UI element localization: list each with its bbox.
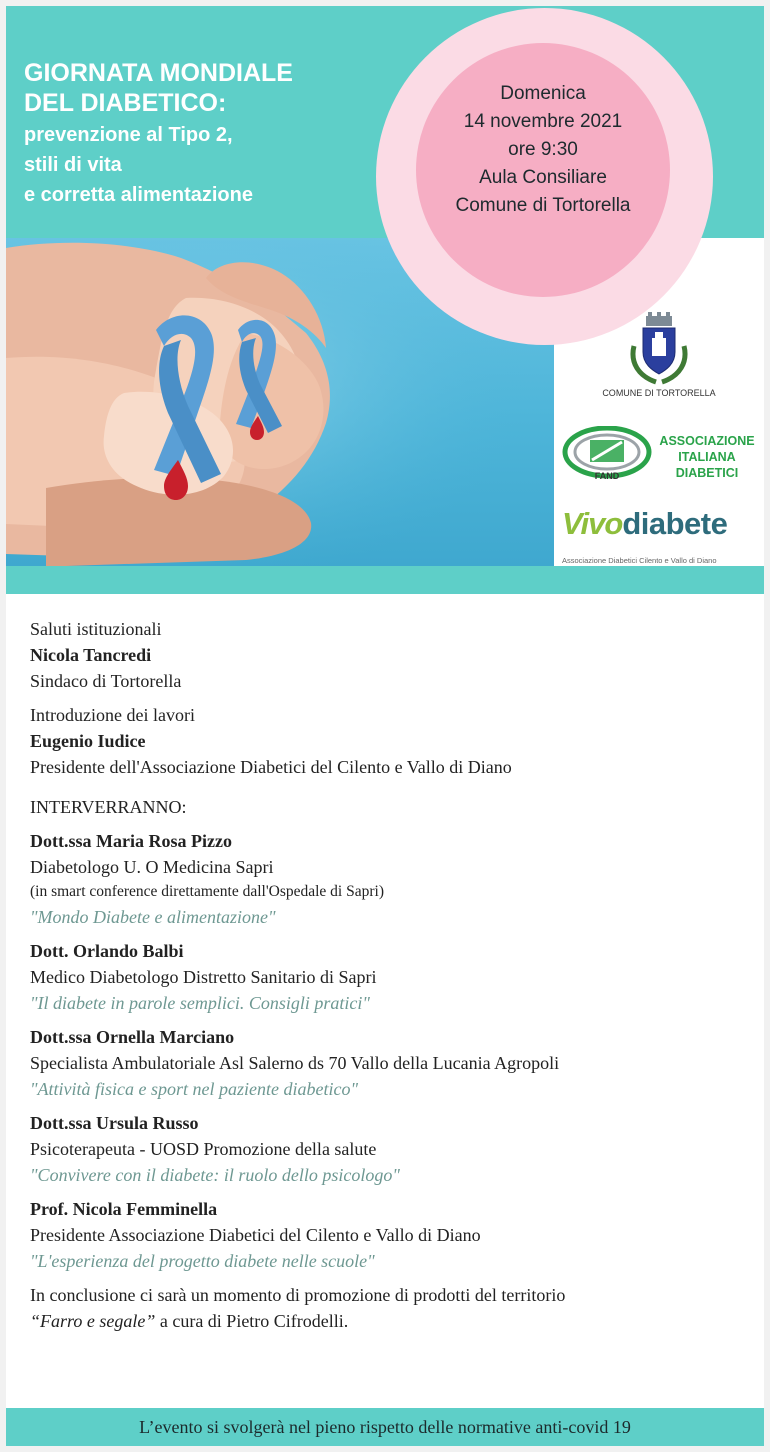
saluti-section: [30, 616, 750, 694]
aid-line-1: ASSOCIAZIONE: [659, 434, 755, 448]
speaker-topic: "Attività fisica e sport nel paziente diabetico": [30, 1079, 359, 1099]
speaker-item: [30, 1024, 750, 1102]
speaker-note: (in smart conference direttamente dall'Ospedale di Sapri): [30, 883, 384, 900]
speaker-topic: "Mondo Diabete e alimentazione": [30, 907, 276, 927]
speakers-label: INTERVERRANNO:: [30, 797, 187, 817]
event-poster: [6, 6, 764, 1446]
speaker-role: Medico Diabetologo Distretto Sanitario di Sapri: [30, 967, 377, 987]
speaker-name: Dott.ssa Maria Rosa Pizzo: [30, 831, 232, 851]
event-info: [416, 80, 670, 220]
subtitle-line-2: stili di vita: [24, 154, 122, 176]
speaker-name: Dott. Orlando Balbi: [30, 941, 184, 961]
event-date: 14 novembre 2021: [463, 111, 623, 132]
speaker-item: [30, 938, 750, 1016]
closing-curator: a cura di Pietro Cifrodelli.: [155, 1311, 349, 1331]
speaker-role: Psicoterapeuta - UOSD Promozione della salute: [30, 1139, 377, 1159]
aid-line-2: ITALIANA: [678, 450, 736, 464]
speaker-topic: "L'esperienza del progetto diabete nelle scuole": [30, 1251, 375, 1271]
speaker-name: Prof. Nicola Femminella: [30, 1199, 218, 1219]
speaker-item: [30, 1196, 750, 1274]
saluti-role: Sindaco di Tortorella: [30, 671, 182, 691]
vivo-tagline: Associazione Diabetici Cilento e Vallo di Diano: [562, 556, 717, 565]
program: [30, 616, 750, 1334]
aid-label: [654, 433, 760, 481]
speaker-name: Dott.ssa Ornella Marciano: [30, 1027, 235, 1047]
fand-logo-icon: [562, 426, 652, 482]
speaker-role: Presidente Associazione Diabetici del Cilento e Vallo di Diano: [30, 1225, 481, 1245]
event-day: Domenica: [500, 83, 586, 104]
intro-section: [30, 702, 750, 780]
speaker-role: Diabetologo U. O Medicina Sapri: [30, 857, 274, 877]
intro-label: Introduzione dei lavori: [30, 705, 195, 725]
event-venue: Aula Consiliare: [479, 167, 607, 188]
closing-line-2: [30, 1308, 750, 1334]
intro-name: Eugenio Iudice: [30, 731, 146, 751]
saluti-label: Saluti istituzionali: [30, 619, 162, 639]
teal-divider: [6, 566, 764, 594]
speaker-item: [30, 1110, 750, 1188]
closing-product: “Farro e segale”: [30, 1311, 156, 1331]
closing-line-1: In conclusione ci sarà un momento di promozione di prodotti del territorio: [30, 1285, 566, 1305]
event-place: Comune di Tortorella: [455, 195, 631, 216]
vivo-word: Vivo: [562, 506, 623, 541]
speaker-item: [30, 828, 750, 930]
saluti-name: Nicola Tancredi: [30, 645, 152, 665]
fand-label: FAND: [594, 471, 620, 481]
speaker-name: Dott.ssa Ursula Russo: [30, 1113, 199, 1133]
comune-label: COMUNE DI TORTORELLA: [602, 388, 716, 398]
title-line-2: DEL DIABETICO:: [24, 89, 227, 117]
closing-text: [30, 1282, 750, 1334]
subtitle: [24, 120, 374, 210]
aid-line-3: DIABETICI: [675, 466, 739, 480]
vivo-diabete-logo: [562, 506, 727, 542]
event-time: ore 9:30: [508, 139, 578, 160]
subtitle-line-1: prevenzione al Tipo 2,: [24, 124, 233, 146]
subtitle-line-3: e corretta alimentazione: [24, 184, 253, 206]
speaker-topic: "Il diabete in parole semplici. Consigli pratici": [30, 993, 370, 1013]
coat-of-arms-icon: [626, 312, 692, 386]
speaker-topic: "Convivere con il diabete: il ruolo dello psicologo": [30, 1165, 400, 1185]
speaker-role: Specialista Ambulatoriale Asl Salerno ds 70 Vallo della Lucania Agropoli: [30, 1053, 560, 1073]
intro-role: Presidente dell'Associazione Diabetici del Cilento e Vallo di Diano: [30, 757, 512, 777]
diabete-word: diabete: [622, 506, 728, 541]
title-block: [24, 58, 374, 210]
covid-footer: L’evento si svolgerà nel pieno rispetto delle normative anti-covid 19: [6, 1408, 764, 1446]
title-line-1: GIORNATA MONDIALE: [24, 59, 293, 87]
